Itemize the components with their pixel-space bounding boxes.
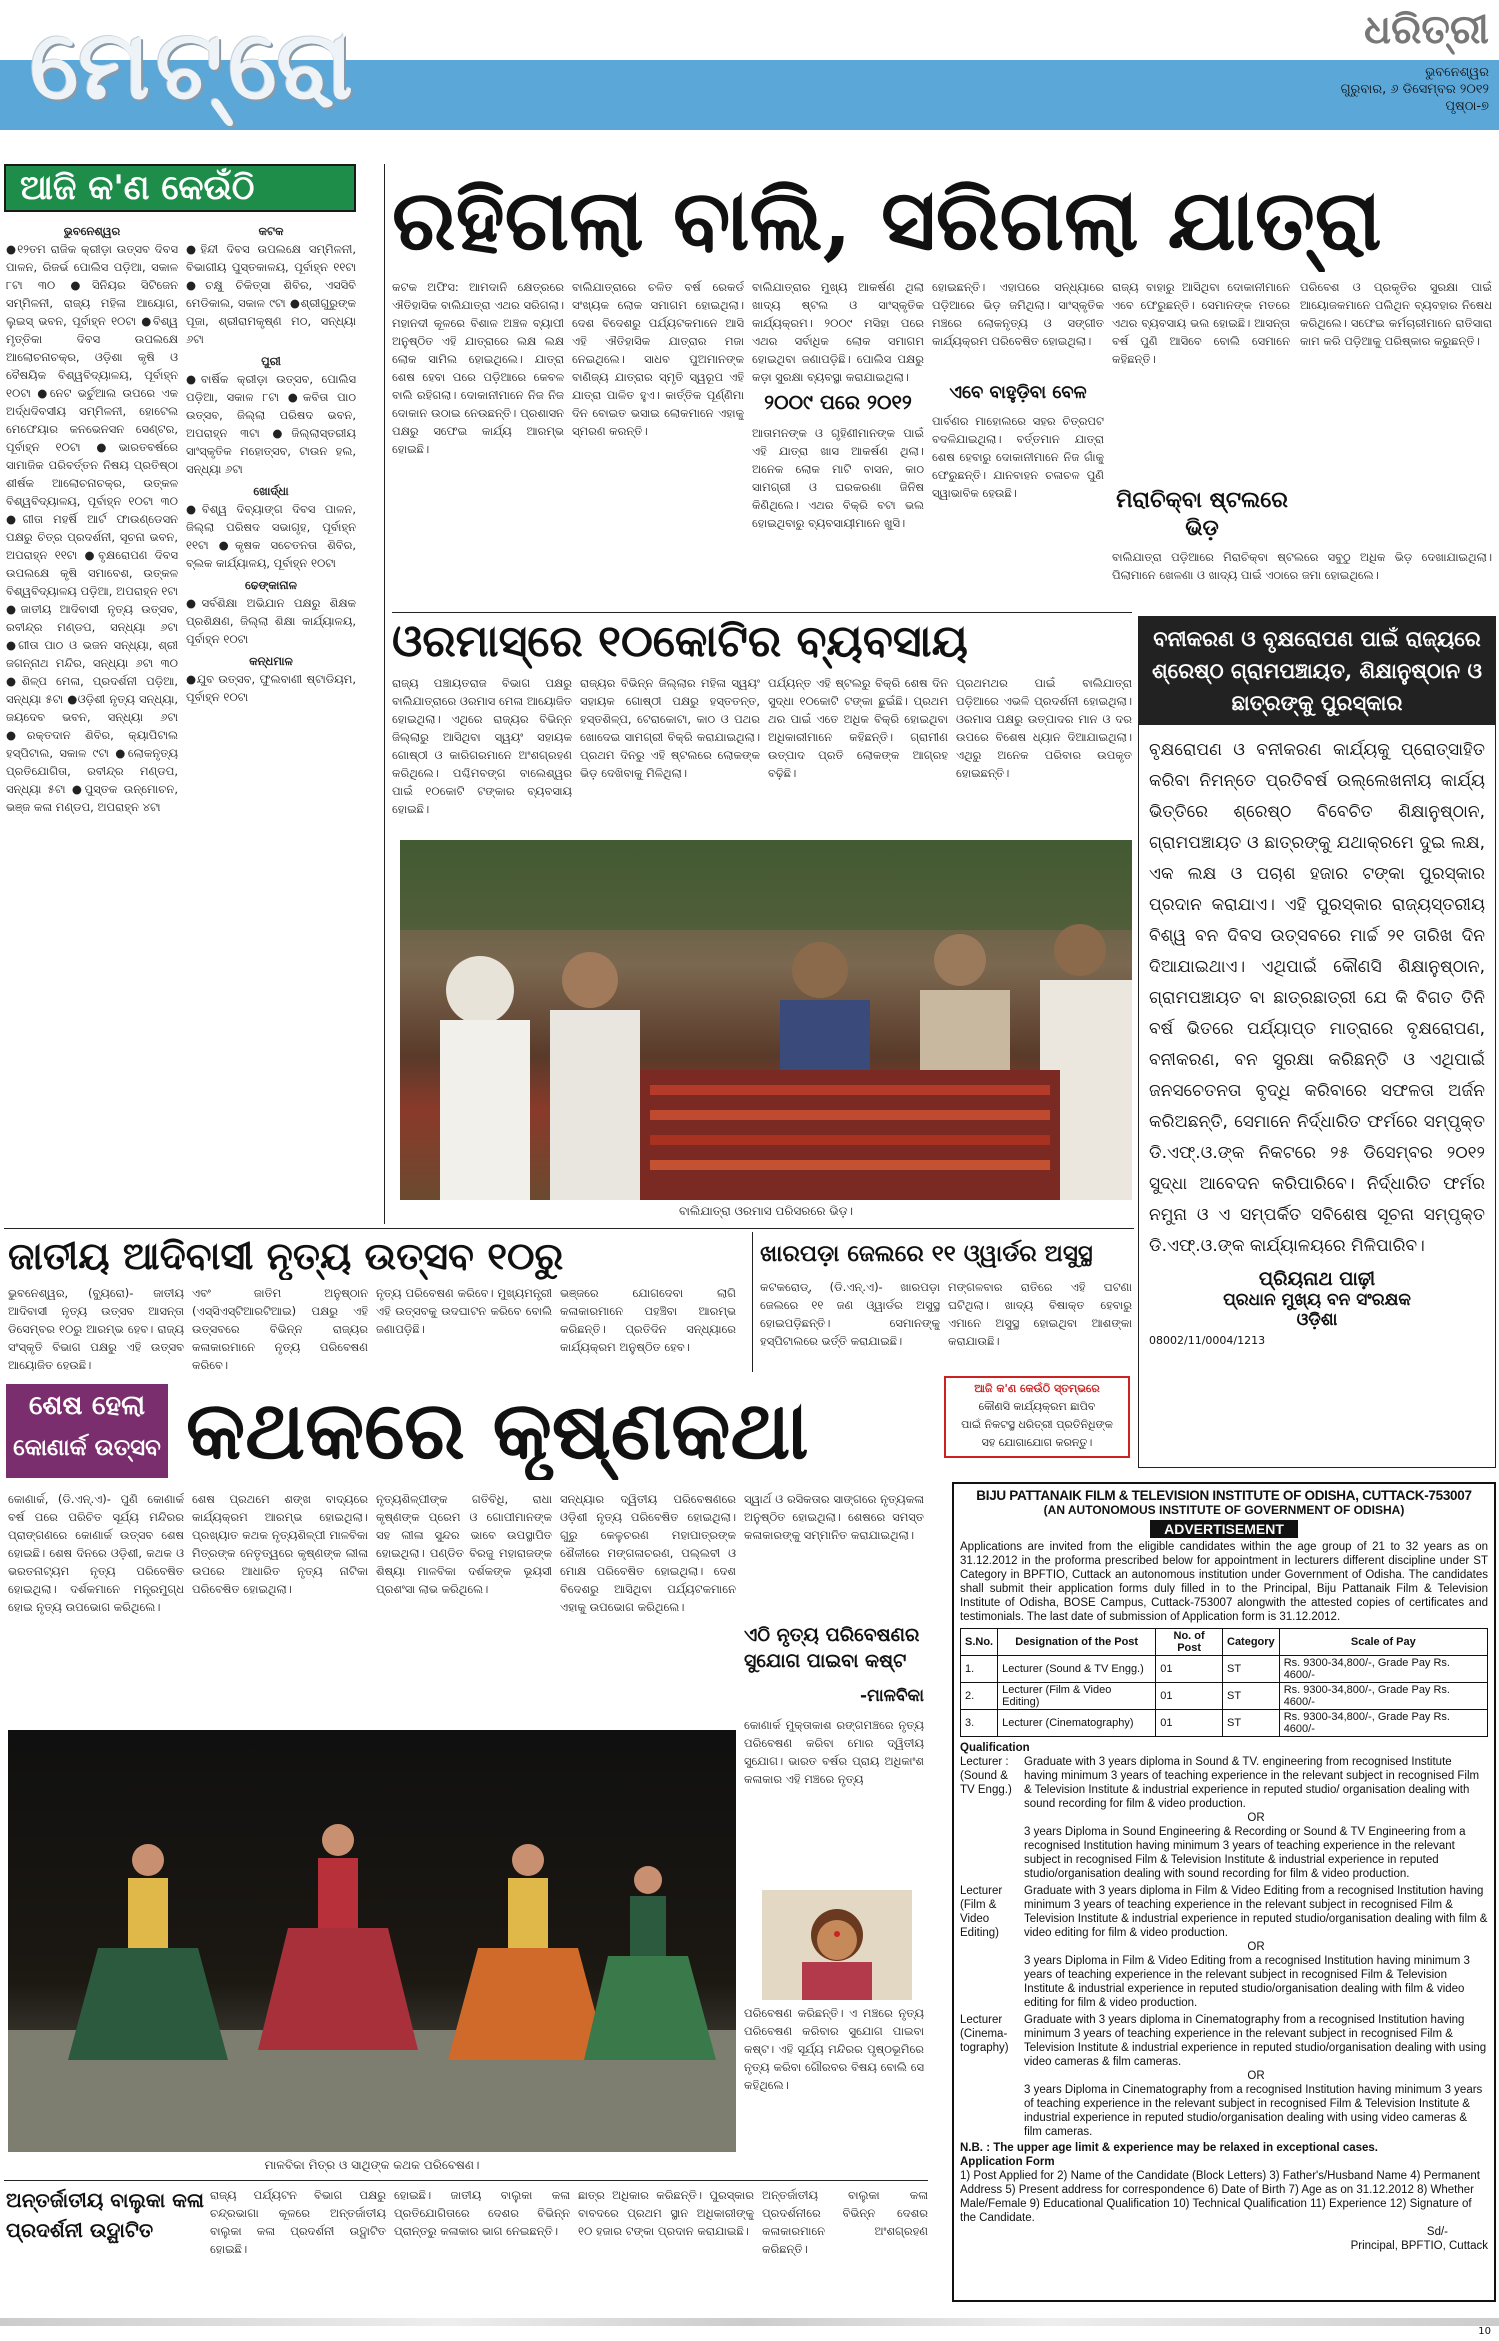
table-header: Category [1223, 1629, 1280, 1656]
table-cell: 1. [961, 1656, 998, 1683]
ad-q2-text-b: 3 years Diploma in Film & Video Editing from a recognised Institution having minimum 3 years of teaching experience in the relevant subject in recognised Film & Television Institute & industrial experience in reputed studio/organisation dealing with film & video editing for film & video production. [1024, 1955, 1470, 2009]
aaji-col2-heading3: ଖୋର୍ଦ୍ଧା [253, 484, 289, 498]
bali-subhead: ୨୦୦୯ ପରେ ୨୦୧୨ [764, 390, 912, 414]
bali-text5: ହୋଇଛନ୍ତି। ଏହାପରେ ସନ୍ଧ୍ୟାରେ ପଡ଼ିଆରେ ଭିଡ଼ ଜମିଥିଲା। ସାଂସ୍କୃତିକ ମଞ୍ଚରେ ଲୋକନୃତ୍ୟ ଓ ସଙ୍ଗୀତ କାର୍ଯ୍ୟକ୍ରମ ପରିବେଷିତ ହୋଇଥିଲା। [932, 280, 1104, 348]
adivasi-text3: ନୃତ୍ୟ ପରିବେଷଣ କରିବେ। ମୁଖ୍ୟମନ୍ତ୍ରୀ ଏହି ଉତ୍ସବକୁ ଉଦଘାଟନ କରିବେ ବୋଲି ଜଣାପଡ଼ିଛି। [376, 1286, 552, 1336]
divider [392, 612, 1132, 613]
aaji-box [4, 164, 356, 212]
ad-sign-by: Principal, BPFTIO, Cuttack [1350, 2240, 1488, 2252]
ad-sign: Sd/- [1426, 2226, 1448, 2238]
dateline [1341, 64, 1489, 115]
ad-posts-table [960, 1628, 1488, 1737]
oramas-photo [400, 840, 1132, 1200]
aaji-col2-text: ●ହିନ୍ଦୀ ଦିବସ ଉପଲକ୍ଷେ ସମ୍ମିଳନୀ, ବିଭାଗୀୟ ପୁସ୍ତକାଳୟ, ପୂର୍ବାହ୍ନ ୧୧ଟା ●ଚକ୍ଷୁ ଚିକିତ୍ସା ଶିବିର, ଏସସିବି ମେଡିକାଲ, ସକାଳ ୯ଟା ●ଶ୍ରୀଗୁରୁଙ୍କ ପୂଜା, ଶ୍ରୀରାମକୃଷ୍ଣ ମଠ, ସନ୍ଧ୍ୟା ୬ଟା [186, 242, 356, 346]
divider [752, 1232, 753, 1372]
aaji-col2-text5: ●ଯୁବ ଉତ୍ସବ, ଫୁଲବାଣୀ ଷ୍ଟାଡିୟମ, ପୂର୍ବାହ୍ନ ୧୦ଟା [186, 672, 356, 704]
balukala-text1: ରାଜ୍ୟ ପର୍ଯ୍ୟଟନ ବିଭାଗ ପକ୍ଷରୁ ଚନ୍ଦ୍ରଭାଗା କୂଳରେ ଅନ୍ତର୍ଜାତୀୟ ବାଲୁକା କଳା ପ୍ରଦର୍ଶନୀ ଉଦ୍ଘାଟିତ ହୋଇଛି। [210, 2188, 386, 2256]
oramas-text1: ରାଜ୍ୟ ପଞ୍ଚାୟତରାଜ ବିଭାଗ ପକ୍ଷରୁ ବାଲିଯାତ୍ରାରେ ଓରମାସ ମେଳା ଆୟୋଜିତ ହୋଇଥିଲା। ଏଥିରେ ରାଜ୍ୟର ବିଭିନ୍ନ ଜିଲ୍ଲାରୁ ଆସିଥିବା ସ୍ୱୟଂ ସହାୟକ ଗୋଷ୍ଠୀ ଓ କାରିଗରମାନେ ଅଂଶଗ୍ରହଣ କରିଥିଲେ। ପଶ୍ଚିମବଙ୍ଗ ବାଲେଶ୍ୱର ପାଇଁ ୧୦କୋଟି ଟଙ୍କାର ବ୍ୟବସାୟ ହୋଇଛି। [392, 676, 572, 816]
ad-q2 [960, 1884, 1488, 2010]
table-row [961, 1683, 1488, 1710]
ad-or: OR [1247, 1812, 1265, 1824]
table-cell: Rs. 9300-34,800/-, Grade Pay Rs. 4600/- [1279, 1710, 1487, 1737]
ad-q1-label: Lecturer : (Sound & TV Engg.) [960, 1756, 1012, 1796]
bali-text2: ବାଲିଯାତ୍ରାରେ ଚଳିତ ବର୍ଷ ରେକର୍ଡ ସଂଖ୍ୟକ ଲୋକ ସମାଗମ ହୋଇଥିଲା। ଦେଶ ବିଦେଶରୁ ପର୍ଯ୍ୟଟକମାନେ ଆସି ଏହି ଐତିହାସିକ ଯାତ୍ରାର ମଜା ନେଇଥିଲେ। ସାଧବ ପୁଅମାନଙ୍କ ବାଣିଜ୍ୟ ଯାତ୍ରାର ସ୍ମୃତି ସ୍ୱରୂପ ଏହି ଯାତ୍ରା ପାଳିତ ହୁଏ। କାର୍ତ୍ତିକ ପୂର୍ଣ୍ଣିମା ଦିନ ବୋଇତ ଭସାଇ ଲୋକମାନେ ଏହାକୁ ସ୍ମରଣ କରନ୍ତି। [572, 280, 744, 438]
aaji-col1 [6, 218, 178, 1228]
section-title: ମେଟ୍ରୋ [30, 8, 359, 121]
market-scene-image [400, 840, 1132, 1200]
konark-text1: କୋଣାର୍କ, (ଡି.ଏନ୍.ଏ)- ପୁଣି କୋଣାର୍କ ବର୍ଷ ପରେ ପରିଚିତ ସୂର୍ଯ୍ୟ ମନ୍ଦିରର ପ୍ରାଙ୍ଗଣରେ କୋଣାର୍କ ଉତ୍ସବ ଶେଷ ହୋଇଛି। ଶେଷ ଦିନରେ ଓଡ଼ିଶୀ, କଥକ ଓ ଭରତନାଟ୍ୟମ ନୃତ୍ୟ ପରିବେଷିତ ହୋଇଥିଲା। ଦର୍ଶକମାନେ ମନ୍ତ୍ରମୁଗ୍ଧ ହୋଇ ନୃତ୍ୟ ଉପଭୋଗ କରିଥିଲେ। [8, 1492, 184, 1614]
dateline-city: ଭୁବନେଶ୍ୱର [1425, 65, 1489, 80]
oramas-text4: ପ୍ରଥମଥର ପାଇଁ ବାଲିଯାତ୍ରା ପଡ଼ିଆରେ ଏଭଳି ପ୍ରଦର୍ଶନୀ ହୋଇଥିଲା। ଓରମାସ ପକ୍ଷରୁ ଉତ୍ପାଦର ମାନ ଓ ଦର ଉପରେ ବିଶେଷ ଧ୍ୟାନ ଦିଆଯାଇଥିଲା। ଏଥିରୁ ଅନେକ ପରିବାର ଉପକୃତ ହୋଇଛନ୍ତି। [956, 676, 1132, 780]
oramas-text3: ପର୍ଯ୍ୟନ୍ତ ଏହି ଷ୍ଟଲରୁ ବିକ୍ରି ଶେଷ ଦିନ ସୁଦ୍ଧା ୧୦କୋଟି ଟଙ୍କା ଛୁଇଁଛି। ପ୍ରଥମ ଥର ପାଇଁ ଏତେ ଅଧିକ ବିକ୍ରି ହୋଇଥିବା ଅଧିକାରୀମାନେ କହିଛନ୍ତି। ଗ୍ରାମୀଣ ଉତ୍ପାଦ ପ୍ରତି ଲୋକଙ୍କ ଆଗ୍ରହ ବଢ଼ିଛି। [768, 676, 948, 780]
aaji-col1-text: ●୧୨ତମ ରାଜିକ କ୍ରୀଡ଼ା ଉତ୍ସବ ଦିବସ ପାଳନ, ରିଜର୍ଭ ପୋଲିସ ପଡ଼ିଆ, ସକାଳ ୮ଟା ୩୦ ●ସିନିୟର ସିଟିଜେନ ସମ୍ମିଳନୀ, ରାଜ୍ୟ ମହିଳା ଆୟୋଗ, ଲୁଇସ୍ ଭବନ, ପୂର୍ବାହ୍ନ ୧୦ଟା ●ବିଶ୍ୱ ମୃତ୍ତିକା ଦିବସ ଉପଲକ୍ଷେ ଆଲୋଚନାଚକ୍ର, ଓଡ଼ିଶା କୃଷି ଓ ବୈଷୟିକ ବିଶ୍ୱବିଦ୍ୟାଳୟ, ପୂର୍ବାହ୍ନ ୧୦ଟା ●ନେଟ ଭର୍ଚୁଆଲ ଉପରେ ଏକ ଅର୍ଦ୍ଧଦିବସୀୟ ସମ୍ମିଳନୀ, ହୋଟେଲ ମେଫେୟାର କନଭେନସନ ସେଣ୍ଟର, ପୂର୍ବାହ୍ନ ୧୦ଟା ●ଭାରତବର୍ଷରେ ସାମାଜିକ ପରିବର୍ତ୍ତନ ନିଷୟ ପ୍ରତିଷ୍ଠା ଶୀର୍ଷକ ଆଲୋଚନାଚକ୍ର, ଉତ୍କଳ ବିଶ୍ୱବିଦ୍ୟାଳୟ, ପୂର୍ବାହ୍ନ ୧୦ଟା ୩୦ ●ଗୀତା ମହର୍ଷି ଆର୍ଟ ଫାଉଣ୍ଡେସନ ପକ୍ଷରୁ ଚିତ୍ର ପ୍ରଦର୍ଶନୀ, ସୂଚନା ଭବନ, ଅପରାହ୍ନ ୧୧ଟା ●ବୃକ୍ଷରୋପଣ ଦିବସ ଉପଲକ୍ଷେ କୃଷି ସମାବେଶ, ଉତ୍କଳ ବିଶ୍ୱବିଦ୍ୟାଳୟ ପଡ଼ିଆ, ଅପରାହ୍ନ ୧ଟା ●ଜାତୀୟ ଆଦିବାସୀ ନୃତ୍ୟ ଉତ୍ସବ, ରବୀନ୍ଦ୍ର ମଣ୍ଡପ, ସନ୍ଧ୍ୟା ୬ଟା ●ଗୀତା ପାଠ ଓ ଭଜନ ସନ୍ଧ୍ୟା, ଶ୍ରୀ ଜଗନ୍ନାଥ ମନ୍ଦିର, ସନ୍ଧ୍ୟା ୬ଟା ୩୦ ●ଶିଳ୍ପ ମେଳା, ପ୍ରଦର୍ଶନୀ ପଡ଼ିଆ, ସନ୍ଧ୍ୟା ୫ଟା ●ଓଡ଼ିଶୀ ନୃତ୍ୟ ସନ୍ଧ୍ୟା, ଜୟଦେବ ଭବନ, ସନ୍ଧ୍ୟା ୬ଟା ●ରକ୍ତଦାନ ଶିବିର, କ୍ୟାପିଟାଲ ହସ୍ପିଟାଲ, ସକାଳ ୯ଟା ●ଲୋକନୃତ୍ୟ ପ୍ରତିଯୋଗିତା, ରବୀନ୍ଦ୍ର ମଣ୍ଡପ, ସନ୍ଧ୍ୟା ୫ଟା ●ପୁସ୍ତକ ଉନ୍ମୋଚନ, ଭଞ୍ଜ କଳା ମଣ୍ଡପ, ଅପରାହ୍ନ ୪ଟା [6, 242, 178, 814]
table-row [961, 1656, 1488, 1683]
ad-q3-text-a: Graduate with 3 years diploma in Cinematography from a recognised Institution having minimum 3 years of teaching experience in the relevant subject in recognised Film & Television Institute & industrial experience in reputed studio/organisation dealing with using video cameras & film cameras. [1024, 2014, 1487, 2068]
konark-quote: ଏଠି ନୃତ୍ୟ ପରିବେଷଣର ସୁଯୋଗ ପାଇବା କଷ୍ଟ [744, 1624, 920, 1672]
konark-tag2: କୋଣାର୍କ ଉତ୍ସବ [13, 1434, 161, 1461]
divider [4, 1228, 1134, 1229]
promo-line2: କୌଣସି କାର୍ଯ୍ୟକ୍ରମ ଛାପିବ [978, 1400, 1096, 1413]
table-cell: 2. [961, 1683, 998, 1710]
aaji-col2-text4: ●ସର୍ବଶିକ୍ଷା ଅଭିଯାନ ପକ୍ଷରୁ ଶିକ୍ଷକ ପ୍ରଶିକ୍ଷଣ, ଜିଲ୍ଲା ଶିକ୍ଷା କାର୍ଯ୍ୟାଳୟ, ପୂର୍ବାହ୍ନ ୧୦ଟା [186, 596, 356, 646]
table-cell: Lecturer (Sound & TV Engg.) [998, 1656, 1156, 1683]
ad-q3-label: Lecturer (Cinema- tography) [960, 2014, 1009, 2054]
oramas-caption: ବାଲିଯାତ୍ରା ଓରମାସ ପରିସରରେ ଭିଡ଼। [678, 1204, 854, 1218]
kharapada-text1: କଟକରୋଡ୍, (ଡି.ଏନ୍.ଏ)- ଖାରପଡ଼ା ଜେଲରେ ୧୧ ଜଣ ଓ୍ୱାର୍ଡର ଅସୁସ୍ଥ ହୋଇପଡ଼ିଛନ୍ତି। ସେମାନଙ୍କୁ ହସ୍ପିଟାଲରେ ଭର୍ତ୍ତି କରାଯାଇଛି। [760, 1280, 940, 1348]
ad-q1-text-a: Graduate with 3 years diploma in Sound & TV. engineering from recognised Institute having minimum 3 years of teaching experience in the relevant subject in recognised Film & Television Institute & industrial experience in reputed studio/ organisation dealing with sound recording for film & video production. [1024, 1756, 1480, 1810]
konark-tag [6, 1384, 168, 1478]
dateline-date: ଗୁରୁବାର, ୬ ଡିସେମ୍ବର ୨୦୧୨ [1340, 82, 1489, 97]
table-cell: Rs. 9300-34,800/-, Grade Pay Rs. 4600/- [1279, 1683, 1487, 1710]
ad-q2-text-a: Graduate with 3 years diploma in Film & Video Editing from a recognised Institution having minimum 3 years of teaching experience in the relevant subject in recognised Film & Television Institute & industrial experience in reputed studio/organisation dealing with film & video editing for film & video production. [1024, 1885, 1488, 1939]
table-cell: ST [1223, 1710, 1280, 1737]
ad-form-heading: Application Form [960, 2156, 1055, 2168]
ad-or: OR [1247, 1941, 1265, 1953]
aaji-col2-text3: ●ବିଶ୍ୱ ଦିବ୍ୟାଙ୍ଗ ଦିବସ ପାଳନ, ଜିଲ୍ଲା ପରିଷଦ ସଭାଗୃହ, ପୂର୍ବାହ୍ନ ୧୧ଟା ●କୃଷକ ସଚେତନତା ଶିବିର, ବ୍ଲକ କାର୍ଯ୍ୟାଳୟ, ପୂର୍ବାହ୍ନ ୧୦ଟା [186, 502, 356, 570]
kharapada-text2: ମଙ୍ଗଳବାର ରାତିରେ ଏହି ଘଟଣା ଘଟିଥିଲା। ଖାଦ୍ୟ ବିଷାକ୍ତ ହେବାରୁ ଏମାନେ ଅସୁସ୍ଥ ହୋଇଥିବା ଆଶଙ୍କା କରାଯାଉଛି। [948, 1280, 1132, 1348]
banikaran-designation: ପ୍ରଧାନ ମୁଖ୍ୟ ବନ ସଂରକ୍ଷକ [1223, 1290, 1411, 1310]
aaji-col2-text2: ●ବାର୍ଷିକ କ୍ରୀଡ଼ା ଉତ୍ସବ, ପୋଲିସ ପଡ଼ିଆ, ସକାଳ ୮ଟା ●କବିତା ପାଠ ଉତ୍ସବ, ଜିଲ୍ଲା ପରିଷଦ ଭବନ, ଅପରାହ୍ନ ୩ଟା ●ଜିଲ୍ଲାସ୍ତରୀୟ ସାଂସ୍କୃତିକ ମହୋତ୍ସବ, ଟାଉନ ହଲ, ସନ୍ଧ୍ୟା ୬ଟା [186, 372, 356, 476]
table-cell: Lecturer (Cinematography) [998, 1710, 1156, 1737]
footer-bar [0, 2318, 1499, 2326]
adivasi-text1: ଭୁବନେଶ୍ୱର, (ବ୍ୟୁରୋ)- ଜାତୀୟ ଆଦିବାସୀ ନୃତ୍ୟ ଉତ୍ସବ ଆସନ୍ତା ଡିସେମ୍ବର ୧୦ରୁ ଆରମ୍ଭ ହେବ। ରାଜ୍ୟ ସଂସ୍କୃତି ବିଭାଗ ପକ୍ଷରୁ ଏହି ଉତ୍ସବ ଆୟୋଜିତ ହେଉଛି। [8, 1286, 184, 1372]
ad-qual-heading: Qualification [960, 1742, 1030, 1754]
adivasi-headline: ଜାତୀୟ ଆଦିବାସୀ ନୃତ୍ୟ ଉତ୍ସବ ୧୦ରୁ [8, 1233, 564, 1278]
banikaran-notice [1138, 616, 1496, 1468]
konark-quote-by: -ମାଳବିକା [860, 1686, 924, 1706]
divider [384, 164, 385, 1224]
kathak-photo [8, 1730, 736, 2152]
ad-or: OR [1247, 2070, 1265, 2082]
table-cell: 3. [961, 1710, 998, 1737]
aaji-title: ଆଜି କ'ଣ କେଉଁଠି [20, 168, 255, 208]
bali-text6: ପାର୍ବଣର ମାହୋଲରେ ସହର ଚିତ୍ରପଟ ବଦଳିଯାଇଥିଲା। ବର୍ତ୍ତମାନ ଯାତ୍ରା ଶେଷ ହେବାରୁ ଦୋକାନୀମାନେ ନିଜ ଗାଁକୁ ଫେରୁଛନ୍ତି। ଯାନବାହନ ଚଳାଚଳ ପୁଣି ସ୍ୱାଭାବିକ ହେଉଛି। [932, 414, 1104, 500]
ad-q2-label: Lecturer (Film & Video Editing) [960, 1885, 1003, 1939]
bali-text3: ବାଲିଯାତ୍ରାର ମୁଖ୍ୟ ଆକର୍ଷଣ ଥିଲା ଖାଦ୍ୟ ଷ୍ଟଲ ଓ ସାଂସ୍କୃତିକ କାର୍ଯ୍ୟକ୍ରମ। ୨୦୦୯ ମସିହା ପରେ ଏଥର ସର୍ବାଧିକ ଲୋକ ସମାଗମ ହୋଇଥିବା ଜଣାପଡ଼ିଛି। ପୋଲିସ ପକ୍ଷରୁ କଡ଼ା ସୁରକ୍ଷା ବ୍ୟବସ୍ଥା କରାଯାଇଥିଲା। [752, 280, 924, 384]
banikaran-code: 08002/11/0004/1213 [1149, 1334, 1266, 1347]
ad-q2-text [1024, 1884, 1488, 2010]
aaji-col2-heading: କଟକ [258, 224, 284, 238]
ad-q3 [960, 2013, 1488, 2139]
ad-subtitle: (AN AUTONOMOUS INSTITUTE OF GOVERNMENT OF ODISHA) [1043, 1503, 1405, 1517]
table-header: Scale of Pay [1279, 1629, 1487, 1656]
konark-text6: କୋଣାର୍କ ମୁକ୍ତାକାଶ ରଙ୍ଗମଞ୍ଚରେ ନୃତ୍ୟ ପରିବେଷଣ କରିବା ମୋର ଦ୍ୱିତୀୟ ସୁଯୋଗ। ଭାରତ ବର୍ଷର ପ୍ରାୟ ଅଧିକାଂଶ କଳାକାର ଏହି ମଞ୍ଚରେ ନୃତ୍ୟ [744, 1718, 924, 1786]
divider [4, 2180, 928, 2181]
konark-text5: ସ୍ୱାର୍ଥ ଓ ରସିକତାର ସାଙ୍ଗରେ ନୃତ୍ୟକଳା ଅନୁଷ୍ଠିତ ହୋଇଥିଲା। ଶେଷରେ ସମସ୍ତ କଳାକାରଙ୍କୁ ସମ୍ମାନିତ କରାଯାଇଥିଲା। [744, 1492, 924, 1542]
banikaran-state: ଓଡ଼ିଶା [1296, 1310, 1338, 1330]
newspaper-brand: ଧରିତ୍ରୀ [1364, 6, 1489, 53]
oramas-text2: ରାଜ୍ୟର ବିଭିନ୍ନ ଜିଲ୍ଲାର ମହିଳା ସ୍ୱୟଂ ସହାୟକ ଗୋଷ୍ଠୀ ପକ୍ଷରୁ ହସ୍ତତନ୍ତ, ହସ୍ତଶିଳ୍ପ, ଟେରାକୋଟା, କାଠ ଓ ପଥର ଖୋଦେଇ ସାମଗ୍ରୀ ବିକ୍ରି କରାଯାଇଥିଲା। ପ୍ରଥମ ଦିନରୁ ଏହି ଷ୍ଟଲରେ ଲୋକଙ୍କ ଭିଡ଼ ଦେଖିବାକୁ ମିଳିଥିଲା। [580, 676, 760, 780]
ad-title: BIJU PATTANAIK FILM & TELEVISION INSTITUTE OF ODISHA, CUTTACK-753007 [976, 1488, 1472, 1503]
malabika-portrait [762, 1890, 912, 2000]
ad-q3-text-b: 3 years Diploma in Cinematography from a recognised Institution having minimum 3 years of teaching experience in the relevant subject in recognised Film & Television Institute & industrial experience in reputed studio/organisation dealing with using video cameras & film cameras. [1024, 2084, 1483, 2138]
bpftio-advertisement [952, 1482, 1496, 2302]
konark-text3: ନୃତ୍ୟଶିଳ୍ପୀଙ୍କ ଗତିବିଧି, ରାଧା କୃଷ୍ଣଙ୍କ ପ୍ରେମ ଓ ଗୋପୀମାନଙ୍କ ସହ ଲୀଳା ସୁନ୍ଦର ଭାବେ ଉପସ୍ଥାପିତ ହୋଇଥିଲା। ପଣ୍ଡିତ ବିରଜୁ ମହାରାଜଙ୍କ ଶିଷ୍ୟା ମାଳବିକା ଦର୍ଶକଙ୍କ ଭୂୟସୀ ପ୍ରଶଂସା ଲାଭ କରିଥିଲେ। [376, 1492, 552, 1596]
konark-text4: ସନ୍ଧ୍ୟାର ଦ୍ୱିତୀୟ ପରିବେଷଣରେ ଓଡ଼ିଶୀ ନୃତ୍ୟ ପରିବେଷିତ ହୋଇଥିଲା। ଗୁରୁ କେଳୁଚରଣ ମହାପାତ୍ରଙ୍କ ଶୈଳୀରେ ମଙ୍ଗଳାଚରଣ, ପଲ୍ଲବୀ ଓ ମୋକ୍ଷ ପରିବେଷିତ ହୋଇଥିଲା। ଦେଶ ବିଦେଶରୁ ଆସିଥିବା ପର୍ଯ୍ୟଟକମାନେ ଏହାକୁ ଉପଭୋଗ କରିଥିଲେ। [560, 1492, 736, 1614]
promo-box [944, 1376, 1130, 1458]
aaji-col2 [186, 218, 356, 1228]
promo-line1: ଆଜି କ'ଣ କେଉଁଠି ସ୍ତମ୍ଭରେ [974, 1382, 1100, 1395]
bali-text8: ପରିବେଶ ଓ ପ୍ରକୃତିର ସୁରକ୍ଷା ପାଇଁ ଆୟୋଜକମାନେ ପଲିଥିନ ବ୍ୟବହାର ନିଷେଧ କରିଥିଲେ। ସଫେଇ କର୍ମଚାରୀମାନେ ରାତିସାରା କାମ କରି ପଡ଼ିଆକୁ ପରିଷ୍କାର କରୁଛନ୍ତି। [1300, 280, 1492, 348]
aaji-col2-heading4: ଢେଙ୍କାନାଳ [245, 578, 297, 592]
bali-text7: ରାଜ୍ୟ ବାହାରୁ ଆସିଥିବା ଦୋକାନୀମାନେ ଏବେ ଫେରୁଛନ୍ତି। ସେମାନଙ୍କ ମତରେ ଏଥର ବ୍ୟବସାୟ ଭଲ ହୋଇଛି। ଆସନ୍ତା ବର୍ଷ ପୁଣି ଆସିବେ ବୋଲି ସେମାନେ କହିଛନ୍ତି। [1112, 280, 1290, 366]
bali-subhead3: ମିରାଚିକ୍ବା ଷ୍ଟଲରେ ଭିଡ଼ [1116, 487, 1288, 541]
balukala-headline-1: ଅନ୍ତର୍ଜାତୀୟ ବାଲୁକା କଳା [6, 2188, 204, 2212]
banikaran-name: ପ୍ରିୟନାଥ ପାଢ଼ୀ [1258, 1268, 1376, 1290]
ad-q1 [960, 1755, 1488, 1881]
ad-label-wrap [960, 1519, 1488, 1538]
dateline-page: ପୃଷ୍ଠା-୭ [1445, 99, 1489, 114]
table-header-row [961, 1629, 1488, 1656]
kharapada-headline: ଖାରପଡ଼ା ଜେଲରେ ୧୧ ଓ୍ୱାର୍ଡର ଅସୁସ୍ଥ [760, 1240, 1093, 1267]
table-cell: 01 [1156, 1710, 1223, 1737]
konark-tag1: ଶେଷ ହେଲା [28, 1390, 146, 1421]
balukala-headline-2: ପ୍ରଦର୍ଶନୀ ଉଦ୍ଘାଟିତ [6, 2218, 154, 2242]
adivasi-text2: ଏବଂ ଜାତିମ ଅନୁଷ୍ଠାନ (ଏସ୍‌ସିଏସ୍‌ଟିଆରଟିଆଇ) ପକ୍ଷରୁ ଏହି ଉତ୍ସବରେ ବିଭିନ୍ନ ରାଜ୍ୟର କଳାକାରମାନେ ନୃତ୍ୟ ପରିବେଷଣ କରିବେ। [192, 1286, 368, 1372]
bali-text1: କଟକ ଅଫିସ: ଆମଦାନି କ୍ଷେତ୍ରରେ ଐତିହାସିକ ବାଲିଯାତ୍ରା ଏଥର ସରିଗଲା। ମହାନଦୀ କୂଳରେ ବିଶାଳ ଅଞ୍ଚଳ ବ୍ୟାପୀ ଅନୁଷ୍ଠିତ ଏହି ଯାତ୍ରାରେ ଲକ୍ଷ ଲକ୍ଷ ଲୋକ ସାମିଲ ହୋଇଥିଲେ। ଯାତ୍ରା ଶେଷ ହେବା ପରେ ପଡ଼ିଆରେ କେବଳ ବାଲି ରହିଗଲା। ଦୋକାନୀମାନେ ନିଜ ନିଜ ଦୋକାନ ଉଠାଇ ନେଉଛନ୍ତି। ପ୍ରଶାସନ ପକ୍ଷରୁ ସଫେଇ କାର୍ଯ୍ୟ ଆରମ୍ଭ ହୋଇଛି। [392, 280, 564, 456]
aaji-col2-heading5: କନ୍ଧମାଳ [249, 654, 293, 668]
table-cell: 01 [1156, 1683, 1223, 1710]
konark-text2: ଶେଷ ପ୍ରଥମେ ଶଙ୍ଖ ବାଦ୍ୟରେ କାର୍ଯ୍ୟକ୍ରମ ଆରମ୍ଭ ହୋଇଥିଲା। ପ୍ରଖ୍ୟାତ କଥକ ନୃତ୍ୟଶିଳ୍ପୀ ମାଳବିକା ମିତ୍ରଙ୍କ ନେତୃତ୍ୱରେ କୃଷ୍ଣଙ୍କ ଲୀଳା ଉପରେ ଆଧାରିତ ନୃତ୍ୟ ନାଟିକା ପରିବେଷିତ ହୋଇଥିଲା। [192, 1492, 368, 1596]
balukala-text3: ଛାତ୍ର ଅଧିକାର କରିଛନ୍ତି। ପୁରସ୍କାର ବାବଦରେ ପ୍ରଥମ ସ୍ଥାନ ଅଧିକାରୀଙ୍କୁ ୧୦ ହଜାର ଟଙ୍କା ପ୍ରଦାନ କରାଯାଇଛି। [578, 2188, 754, 2238]
kathak-caption: ମାଳବିକା ମିତ୍ର ଓ ସାଥିଙ୍କ କଥକ ପରିବେଷଣ। [264, 2158, 480, 2172]
balukala-text4: ଅନ୍ତର୍ଜାତୀୟ ବାଲୁକା କଳା ପ୍ରଦର୍ଶନୀରେ ବିଭିନ୍ନ ଦେଶର କଳାକାରମାନେ ଅଂଶଗ୍ରହଣ କରିଛନ୍ତି। [762, 2188, 928, 2256]
portrait-image [762, 1890, 912, 2000]
adivasi-text4: ଭଞ୍ଜରେ ଯୋଗଦେବା ଲାଗି କଳାକାରମାନେ ପହଞ୍ଚିବା ଆରମ୍ଭ କରିଛନ୍ତି। ପ୍ରତିଦିନ ସନ୍ଧ୍ୟାରେ କାର୍ଯ୍ୟକ୍ରମ ଅନୁଷ୍ଠିତ ହେବ। [560, 1286, 736, 1354]
bali-text9: ବାଲିଯାତ୍ରା ପଡ଼ିଆରେ ମିରାଚିକ୍ବା ଷ୍ଟଲରେ ସବୁଠୁ ଅଧିକ ଭିଡ଼ ଦେଖାଯାଇଥିଲା। ପିଲାମାନେ ଖେଳଣା ଓ ଖାଦ୍ୟ ପାଇଁ ଏଠାରେ ଜମା ହୋଇଥିଲେ। [1112, 550, 1492, 582]
oramas-headline: ଓରମାସ୍‌ରେ ୧୦କୋଟିର ବ୍ୟବସାୟ [392, 616, 968, 667]
promo-line4: ସହ ଯୋଗାଯୋଗ କରନ୍ତୁ। [981, 1436, 1093, 1449]
bali-subhead2: ଏବେ ବାହୁଡ଼ିବା ବେଳ [949, 382, 1087, 403]
konark-headline: କଥକରେ କୃଷ୍ଣକଥା [186, 1383, 809, 1477]
footer-page-no: 10 [1478, 2326, 1491, 2337]
table-cell: ST [1223, 1656, 1280, 1683]
table-row [961, 1710, 1488, 1737]
ad-q1-text [1024, 1755, 1488, 1881]
table-header: S.No. [961, 1629, 998, 1656]
table-header: Designation of the Post [998, 1629, 1156, 1656]
banikaran-body: ବୃକ୍ଷରୋପଣ ଓ ବନୀକରଣ କାର୍ଯ୍ୟକୁ ପ୍ରୋତ୍ସାହିତ କରିବା ନିମନ୍ତେ ପ୍ରତିବର୍ଷ ଉଲ୍ଲେଖନୀୟ କାର୍ଯ୍ୟ ଭିତ୍ତିରେ ଶ୍ରେଷ୍ଠ ବିବେଚିତ ଶିକ୍ଷାନୁଷ୍ଠାନ, ଗ୍ରାମପଞ୍ଚାୟତ ଓ ଛାତ୍ରଙ୍କୁ ଯଥାକ୍ରମେ ଦୁଇ ଲକ୍ଷ, ଏକ ଲକ୍ଷ ଓ ପଚାଶ ହଜାର ଟଙ୍କା ପୁରସ୍କାର ପ୍ରଦାନ କରାଯାଏ। ଏହି ପୁରସ୍କାର ରାଜ୍ୟସ୍ତରୀୟ ବିଶ୍ୱ ବନ ଦିବସ ଉତ୍ସବରେ ମାର୍ଚ୍ଚ ୨୧ ତାରିଖ ଦିନ ଦିଆଯାଇଥାଏ। ଏଥିପାଇଁ କୌଣସି ଶିକ୍ଷାନୁଷ୍ଠାନ, ଗ୍ରାମପଞ୍ଚାୟତ ବା ଛାତ୍ରଛାତ୍ରୀ ଯେ କି ବିଗତ ତିନି ବର୍ଷ ଭିତରେ ପର୍ଯ୍ୟାପ୍ତ ମାତ୍ରାରେ ବୃକ୍ଷରୋପଣ, ବନୀକରଣ, ବନ ସୁରକ୍ଷା କରିଛନ୍ତି ଓ ଏଥିପାଇଁ ଜନସଚେତନତା ବୃଦ୍ଧି କରିବାରେ ସଫଳତା ଅର୍ଜନ କରିଅଛନ୍ତି, ସେମାନେ ନିର୍ଦ୍ଧାରିତ ଫର୍ମରେ ସମ୍ପୃକ୍ତ ଡି.ଏଫ୍.ଓ.ଙ୍କ ନିକଟରେ ୨୫ ଡିସେମ୍ବର ୨୦୧୨ ସୁଦ୍ଧା ଆବେଦନ କରିପାରିବେ। ନିର୍ଦ୍ଧାରିତ ଫର୍ମର ନମୁନା ଓ ଏ ସମ୍ପର୍କିତ ସବିଶେଷ ସୂଚନା ସମ୍ପୃକ୍ତ ଡି.ଏଫ୍.ଓ.ଙ୍କ କାର୍ଯ୍ୟାଳୟରେ ମିଳିପାରିବ। [1149, 740, 1485, 1256]
banikaran-title: ବନୀକରଣ ଓ ବୃକ୍ଷରୋପଣ ପାଇଁ ରାଜ୍ୟରେ ଶ୍ରେଷ୍ଠ ଗ୍ରାମପଞ୍ଚାୟତ, ଶିକ୍ଷାନୁଷ୍ଠାନ ଓ ଛାତ୍ରଙ୍କୁ ପୁରସ୍କାର [1139, 617, 1495, 725]
promo-line3: ପାଇଁ ନିକଟସ୍ଥ ଧରିତ୍ରୀ ପ୍ରତିନିଧିଙ୍କ [961, 1418, 1113, 1431]
aaji-col1-heading: ଭୁବନେଶ୍ୱର [63, 224, 121, 238]
aaji-col2-heading2: ପୁରୀ [261, 354, 281, 368]
ad-form-text: 1) Post Applied for 2) Name of the Candidate (Block Letters) 3) Father's/Husband Name 4) Permanent Address 5) Present address for correspondence 6) Date of Birth 7) Age as on 31.12.2012 8) Whether Male/Female 9) Educational Qualification 10) Technical Qualification 11) Experience 12) Signature of the Candidate. [960, 2170, 1480, 2224]
table-cell: 01 [1156, 1656, 1223, 1683]
ad-nb: N.B. : The upper age limit & experience may be relaxed in exceptional cases. [960, 2142, 1378, 2154]
table-cell: Rs. 9300-34,800/-, Grade Pay Rs. 4600/- [1279, 1656, 1487, 1683]
bali-headline: ରହିଗଲା ବାଲି, ସରିଗଲା ଯାତ୍ରା [392, 170, 1382, 269]
kathak-dance-image [8, 1730, 736, 2152]
table-header: No. of Post [1156, 1629, 1223, 1656]
ad-q3-text [1024, 2013, 1488, 2139]
table-cell: Lecturer (Film & Video Editing) [998, 1683, 1156, 1710]
balukala-text2: ହୋଇଛି। ଜାତୀୟ ବାଲୁକା କଳା ପ୍ରତିଯୋଗିତାରେ ଦେଶର ବିଭିନ୍ନ ପ୍ରାନ୍ତରୁ କଳାକାର ଭାଗ ନେଇଛନ୍ତି। [394, 2188, 570, 2238]
ad-label: ADVERTISEMENT [1150, 1520, 1298, 1538]
table-cell: ST [1223, 1683, 1280, 1710]
ad-q1-text-b: 3 years Diploma in Sound Engineering & Recording or Sound & TV Engineering from a recognised Institution having minimum 3 years of teaching experience in the relevant subject in recognised Film & Television Institute & industrial experience in reputed studio/organisation dealing with sound recording for film & video production. [1024, 1826, 1466, 1880]
ad-intro: Applications are invited from the eligible candidates within the age group of 21 to 32 years as on 31.12.2012 in the proforma prescribed below for appointment in lecturers different discipline under ST Category in BPFTIO, Cuttack an autonomous institution under Government of Odisha. The candidates shall submit their application forms duly filled in to the Principal, Biju Pattanaik Film & Television Institute of Odisha, BOSE Campus, Cuttack-753007 alongwith the attested copies of certificates and testimonials. The last date of submission of Application form is 31.12.2012. [960, 1541, 1488, 1623]
bali-text4: ଆତାମନଙ୍କ ଓ ଗୃହିଣୀମାନଙ୍କ ପାଇଁ ଏହି ଯାତ୍ରା ଖାସ ଆକର୍ଷଣ ଥିଲା। ଅନେକ ଲୋକ ମାଟି ବାସନ, କାଠ ସାମଗ୍ରୀ ଓ ଘରକରଣା ଜିନିଷ କିଣିଥିଲେ। ଏଥର ବିକ୍ରି ବଟା ଭଲ ହୋଇଥିବାରୁ ବ୍ୟବସାୟୀମାନେ ଖୁସି। [752, 426, 924, 530]
konark-text7: ପରିବେଷଣ କରିଛନ୍ତି। ଏ ମଞ୍ଚରେ ନୃତ୍ୟ ପରିବେଷଣ କରିବାର ସୁଯୋଗ ପାଇବା କଷ୍ଟ। ଏହି ସୂର୍ଯ୍ୟ ମନ୍ଦିରର ପୃଷ୍ଠଭୂମିରେ ନୃତ୍ୟ କରିବା ଗୌରବର ବିଷୟ ବୋଲି ସେ କହିଥିଲେ। [744, 2006, 924, 2092]
